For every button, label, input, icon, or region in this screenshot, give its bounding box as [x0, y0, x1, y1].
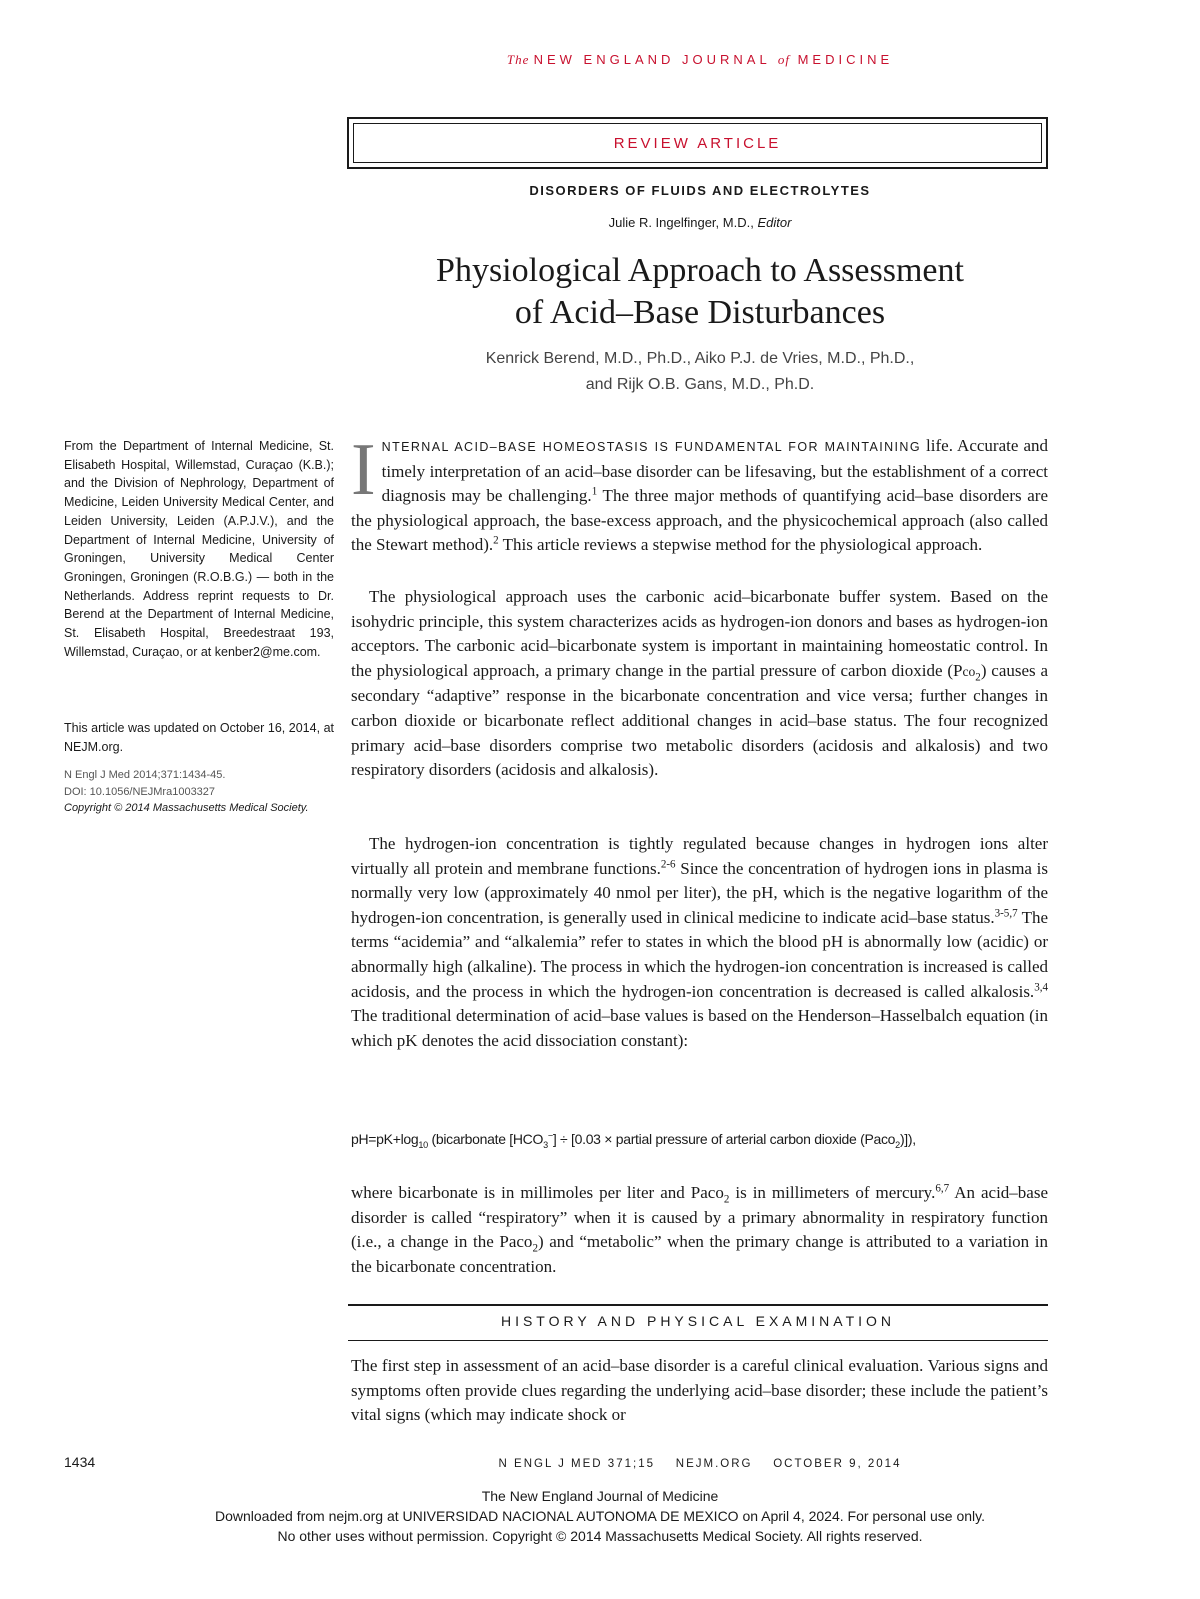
- paragraph-2-text-b: ) causes a secondary “adaptive” response in the bicarbonate concentration and vice versa; further changes in carbon dioxide or bicarbonate reflect additional changes in acid–base status. The four recognized primary acid–base disorders comprise two metabolic disorders (acidosis and alkalosis) and two respiratory disorders (acidosis and alkalosis).: [351, 660, 1048, 780]
- running-head-the: The: [506, 52, 534, 67]
- running-head: [350, 52, 1050, 68]
- paragraph-1-text-b: The three major methods of quantifying acid–base disorders are the physiological approach, the base-excess approach, and the physicochemical approach (also called the Stewart method).: [351, 486, 1048, 555]
- article-title-line-2: of Acid–Base Disturbances: [514, 294, 886, 331]
- drop-cap: I: [351, 429, 376, 511]
- section-rule-top: [348, 1304, 1048, 1306]
- citation-line: N Engl J Med 2014;371:1434-45.: [64, 769, 226, 781]
- subscript: 3: [543, 1139, 548, 1150]
- equation-part-d: )]),: [899, 1131, 916, 1147]
- body-paragraph-1: [351, 429, 1048, 558]
- reference-marker: 2-6: [660, 857, 676, 870]
- paragraph-3-text-b: Since the concentration of hydrogen ions in plasma is normally very low (approximately 40 nmol per liter), the pH, which is the negative logarithm of the hydrogen-ion concentration, is generally used in clinical medicine to indicate acid–base status.: [351, 858, 1048, 927]
- paragraph-1-text-c: This article reviews a stepwise method for the physiological approach.: [498, 535, 983, 555]
- sidebar-affiliation: From the Department of Internal Medicine, St. Elisabeth Hospital, Willemstad, Curaçao (K.B.); and the Division of Nephrology, Department of Medicine, Leiden University Medical Center, and Leiden University, Leiden (A.P.J.V.), and the Department of Internal Medicine, University of Groningen, University Medical Center Groningen, Groningen (R.O.B.G.) — both in the Netherlands. Address reprint requests to Dr. Berend at the Department of Internal Medicine, St. Elisabeth Hospital, Breedestraat 193, Willemstad, Curaçao, or at kenber2@me.com.: [64, 439, 334, 659]
- download-notice: Downloaded from nejm.org at UNIVERSIDAD NACIONAL AUTONOMA DE MEXICO on April 4, 2024. For personal use only.: [214, 1508, 986, 1524]
- article-title-line-1: Physiological Approach to Assessment: [436, 252, 964, 289]
- editor-role: Editor: [757, 215, 792, 230]
- reference-marker: 2: [493, 534, 499, 547]
- reference-marker: 1: [591, 485, 598, 498]
- series-title: DISORDERS OF FLUIDS AND ELECTROLYTES: [529, 183, 871, 198]
- author-list-line-2: and Rijk O.B. Gans, M.D., Ph.D.: [585, 376, 815, 393]
- subscript: 2: [895, 1139, 900, 1150]
- paragraph-2-text-a: The physiological approach uses the carbonic acid–bicarbonate buffer system. Based on the isohydric principle, this system characterizes acids as hydrogen-ion donors and bases as hydrogen-ion acceptors. The carbonic acid–bicarbonate system is important in maintaining homeostatic control. In the physiological approach, a primary change in the partial pressure of carbon dioxide (P: [351, 587, 1048, 680]
- equation-part-a: pH=pK+log: [351, 1131, 419, 1147]
- body-paragraph-4: [351, 1181, 1048, 1279]
- paragraph-1-text-a: life. Accurate and timely interpretation of an acid–base disorder can be lifesaving, but the establishment of a correct diagnosis may be challenging.: [381, 436, 1048, 506]
- article-type-box: [347, 117, 1048, 169]
- sidebar-citation-block: [64, 767, 334, 817]
- pco2-small-caps: co: [962, 663, 976, 679]
- section-heading: HISTORY AND PHYSICAL EXAMINATION: [500, 1313, 896, 1329]
- reference-marker: 3-5,7: [994, 907, 1018, 920]
- author-list-line-1: Kenrick Berend, M.D., Ph.D., Aiko P.J. de Vries, M.D., Ph.D.,: [485, 350, 915, 367]
- subscript: 10: [418, 1139, 428, 1150]
- reference-marker: 3,4: [1034, 980, 1048, 993]
- superscript: −: [547, 1130, 553, 1141]
- reference-marker: 6,7: [935, 1182, 950, 1195]
- doi-line: DOI: 10.1056/NEJMra1003327: [64, 785, 216, 798]
- subscript: 2: [532, 1242, 538, 1255]
- paragraph-3-text-d: The traditional determination of acid–base values is based on the Henderson–Hasselbalch equation (in which pK denotes the acid dissociation constant):: [351, 1006, 1048, 1050]
- paragraph-4-text-d: ) and “metabolic” when the primary change is attributed to a variation in the bicarbonate concentration.: [351, 1232, 1049, 1276]
- running-head-of: of: [777, 52, 790, 67]
- body-paragraph-2: [351, 585, 1048, 783]
- author-list: [350, 346, 1050, 398]
- article-type-label: REVIEW ARTICLE: [353, 123, 1042, 163]
- subscript: 2: [723, 1193, 730, 1206]
- paragraph-3-text-c: The terms “acidemia” and “alkalemia” refer to states in which the blood pH is abnormally low (acidic) or abnormally high (alkaline). The process in which the hydrogen-ion concentration is increased is called acidosis, and the process in which the hydrogen-ion concentration is decreased is called alkalosis.: [351, 907, 1048, 1001]
- editor-line: [350, 215, 1050, 230]
- paragraph-4-text-c: An acid–base disorder is called “respiratory” when it is caused by a primary abnormality in respiratory function (i.e., a change in the Paco: [351, 1183, 1049, 1252]
- paragraph-3-text-a: The hydrogen-ion concentration is tightly regulated because changes in hydrogen ions alter virtually all protein and membrane functions.: [351, 834, 1048, 878]
- paragraph-4-text-b: is in millimeters of mercury.: [729, 1183, 936, 1202]
- rights-notice: No other uses without permission. Copyright © 2014 Massachusetts Medical Society. All rights reserved.: [277, 1528, 923, 1544]
- paragraph-4-text-a: where bicarbonate is in millimoles per liter and Paco: [351, 1183, 724, 1202]
- body-paragraph-5: The first step in assessment of an acid–base disorder is a careful clinical evaluation. Various signs and symptoms often provide clues regarding the underlying acid–base disorder; these include the patient’s vital signs (which may indicate shock or: [351, 1356, 1048, 1425]
- sidebar-update-note: This article was updated on October 16, 2014, at NEJM.org.: [64, 721, 334, 754]
- article-title: [350, 250, 1050, 334]
- lead-in-caps: NTERNAL ACID–BASE HOMEOSTASIS IS FUNDAMENTAL FOR MAINTAINING: [381, 440, 921, 454]
- subscript: 2: [975, 671, 981, 684]
- footer-citation-line: N ENGL J MED 371;15 NEJM.ORG OCTOBER 9, 2014: [498, 1458, 902, 1470]
- body-paragraph-3: [351, 832, 1048, 1053]
- equation-part-c: ] ÷ [0.03 × partial pressure of arterial carbon dioxide (Paco: [552, 1131, 896, 1147]
- page-number: 1434: [64, 1454, 96, 1470]
- copyright-line: Copyright © 2014 Massachusetts Medical Society.: [64, 802, 309, 814]
- equation-part-b: (bicarbonate [HCO: [427, 1131, 544, 1147]
- running-head-journal-part2: MEDICINE: [789, 52, 894, 67]
- download-notice-journal: The New England Journal of Medicine: [481, 1488, 719, 1504]
- henderson-hasselbalch-equation: [351, 1130, 1051, 1150]
- section-rule-bottom: [348, 1340, 1048, 1341]
- running-head-journal-part1: NEW ENGLAND JOURNAL: [533, 52, 778, 67]
- editor-name: Julie R. Ingelfinger, M.D.,: [608, 215, 758, 230]
